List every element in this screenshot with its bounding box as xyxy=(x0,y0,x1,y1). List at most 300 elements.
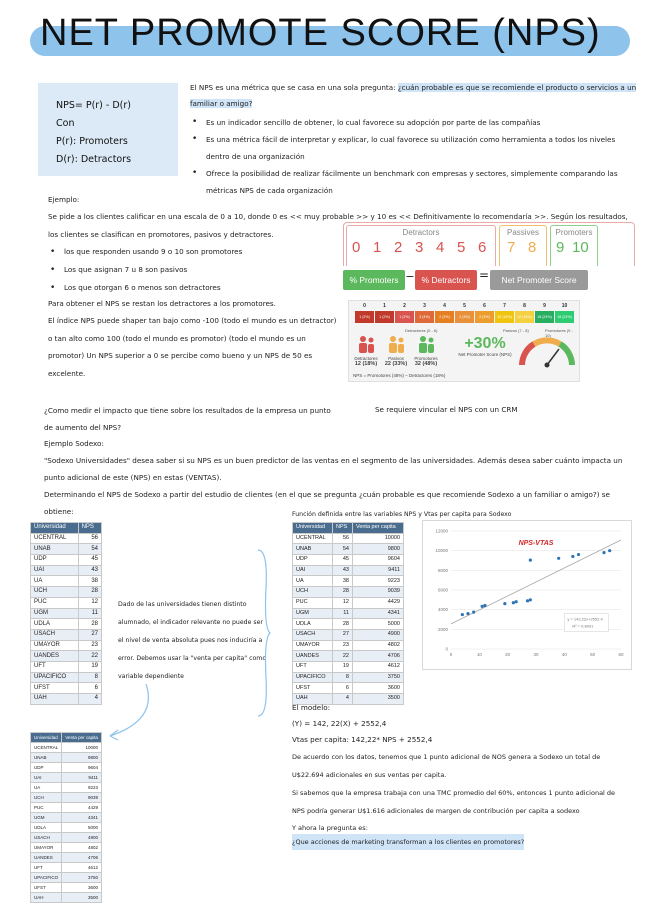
dashboard-scale-cell: 2 (3%) xyxy=(475,311,494,323)
model-p3: Y ahora la pregunta es: xyxy=(292,824,368,832)
table-cell: 12 xyxy=(78,597,101,608)
table-cell: UCENTRAL xyxy=(293,533,333,544)
model-p1: De acuerdo con los datos, tenemos que 1 punto adicional de NOS genera a Sodexo un total de U$22.694 adicionales en sus ventas per capita. xyxy=(292,753,601,779)
dashboard-scale-cell: 1 (2%) xyxy=(375,311,394,323)
table-cell: UDLA xyxy=(31,619,79,630)
table-row xyxy=(293,544,404,555)
scale-num: 2 xyxy=(394,239,403,256)
dashboard-scale-cell: 16 (24%) xyxy=(535,311,554,323)
table-cell: 9039 xyxy=(62,793,102,803)
dashboard-scale-cell: 3 (4%) xyxy=(415,311,434,323)
trendline xyxy=(451,540,621,624)
dashboard-scale-num: 10 xyxy=(561,303,568,309)
table-row xyxy=(31,793,102,803)
example-heading: Ejemplo: xyxy=(48,195,80,204)
scale-num: 4 xyxy=(436,239,445,256)
example-text2: Para obtener el NPS se restan los detractores a los promotores. xyxy=(48,299,276,308)
table-cell: UPACIFICO xyxy=(31,672,79,683)
table-row xyxy=(31,843,102,853)
intro-block xyxy=(190,80,640,199)
table-row xyxy=(31,783,102,793)
list-item: • los que responden usando 9 o 10 son promotores xyxy=(48,243,242,261)
table-row xyxy=(293,576,404,587)
model-eq2: Vtas per capita: 142,22* NPS + 2552,4 xyxy=(292,735,433,744)
table-row xyxy=(293,555,404,566)
scale-num: 1 xyxy=(373,239,382,256)
brace-icon xyxy=(256,548,272,718)
table-cell: UMAYOR xyxy=(31,640,79,651)
scale-num: 6 xyxy=(478,239,487,256)
scale-num: 3 xyxy=(415,239,424,256)
table-cell: 6 xyxy=(78,683,101,694)
y-tick-label: 2000 xyxy=(437,626,448,632)
table-cell: 3750 xyxy=(62,873,102,883)
funcion-label: Función definida entre las variables NPS y Vtas per capita para Sodexo xyxy=(292,511,512,518)
table-row xyxy=(31,640,102,651)
table-cell: UCENTRAL xyxy=(31,533,79,544)
people-label: Pasivos xyxy=(388,356,404,361)
table-cell: 11 xyxy=(78,608,101,619)
table-row xyxy=(31,597,102,608)
table-row xyxy=(31,544,102,555)
table-cell: 56 xyxy=(78,533,101,544)
formula-box xyxy=(38,83,178,176)
table-row xyxy=(31,533,102,544)
table-cell: UAI xyxy=(31,773,62,783)
table-cell: 9800 xyxy=(352,544,403,555)
x-tick-label: 50 xyxy=(590,652,596,657)
intro-lead: El NPS es una métrica que se casa en una sola pregunta: xyxy=(190,83,396,92)
scatter-chart xyxy=(423,521,631,669)
table-cell: UCH xyxy=(293,587,333,598)
people-value: 12 (18%) xyxy=(354,361,378,367)
scale-num: 0 xyxy=(352,239,361,256)
data-point xyxy=(526,599,529,602)
minus-sign: − xyxy=(405,270,415,283)
dashboard-scale-num: 5 xyxy=(463,303,466,309)
table-cell: 9411 xyxy=(352,565,403,576)
table-cell: UANDES xyxy=(31,651,79,662)
scale-num: 7 xyxy=(507,239,516,256)
table-row xyxy=(293,651,404,662)
table-cell: 54 xyxy=(332,544,352,555)
people-label: Promotores xyxy=(414,356,438,361)
sales-table-wrapper xyxy=(30,732,102,903)
table-cell: 9411 xyxy=(62,773,102,783)
table-row xyxy=(293,640,404,651)
nps-result-bar: Net Promoter Score xyxy=(490,270,588,290)
table-header: Venta per capita xyxy=(62,733,102,743)
table-cell: 4802 xyxy=(62,843,102,853)
table-cell: 4900 xyxy=(62,833,102,843)
table-cell: UMAYOR xyxy=(31,843,62,853)
table-row xyxy=(31,763,102,773)
table-row xyxy=(31,629,102,640)
table-cell: 8 xyxy=(332,672,352,683)
table-row xyxy=(293,597,404,608)
x-tick-label: 30 xyxy=(533,652,539,657)
nps-score-value: +30% xyxy=(464,335,506,352)
model-eq1: (Y) = 142, 22(X) + 2552,4 xyxy=(292,719,387,728)
combined-table xyxy=(292,522,404,705)
table-cell: 22 xyxy=(78,651,101,662)
group-label: Detractores (0 - 6) xyxy=(405,328,438,333)
sodexo-heading: Ejemplo Sodexo: xyxy=(44,439,104,448)
table-cell: 3500 xyxy=(62,893,102,903)
table-cell: UFT xyxy=(293,661,333,672)
combined-table-wrapper xyxy=(292,522,404,705)
people-value: 32 (48%) xyxy=(414,361,438,367)
table-cell: UDLA xyxy=(31,823,62,833)
dashboard-scale-cell: 1 (2%) xyxy=(395,311,414,323)
sodexo-text: "Sodexo Universidades" desea saber si su NPS es un buen predictor de las ventas en el segmento de las universidades. Además desea saber cuánto impacta un punto adicional de este (NPS) en estas (VENTAS). xyxy=(44,456,623,482)
table-cell: UPACIFICO xyxy=(31,873,62,883)
data-point xyxy=(557,557,560,560)
table-row xyxy=(31,833,102,843)
table-cell: UDLA xyxy=(293,619,333,630)
dashboard-scale-num: 1 xyxy=(383,303,386,309)
table-row xyxy=(31,893,102,903)
table-row xyxy=(293,672,404,683)
people-stat xyxy=(411,356,441,367)
table-cell: USACH xyxy=(31,629,79,640)
table-header: NPS xyxy=(78,523,101,534)
table-row xyxy=(31,651,102,662)
data-point xyxy=(461,613,464,616)
y-tick-label: 8000 xyxy=(437,567,448,573)
equals-sign: = xyxy=(478,268,490,282)
intro-bullets xyxy=(190,114,640,199)
data-point xyxy=(608,549,611,552)
table-cell: UNAB xyxy=(31,753,62,763)
model-heading: El modelo: xyxy=(292,703,331,712)
table-cell: UDP xyxy=(293,555,333,566)
data-point xyxy=(512,601,515,604)
model-p4: ¿Que acciones de marketing transforman a los clientes en promotores? xyxy=(292,834,524,850)
chart-title: NPS-VTAS xyxy=(518,540,554,547)
table-row xyxy=(31,813,102,823)
y-tick-label: 12000 xyxy=(435,528,448,534)
table-cell: UGM xyxy=(293,608,333,619)
formula-line: P(r): Promoters xyxy=(56,136,128,147)
x-tick-label: 40 xyxy=(561,652,567,657)
table-cell: 43 xyxy=(78,565,101,576)
data-point xyxy=(529,559,532,562)
table-cell: 38 xyxy=(332,576,352,587)
dashboard-scale-num: 4 xyxy=(443,303,446,309)
table-row xyxy=(293,661,404,672)
table-header: Universidad xyxy=(31,523,79,534)
table-cell: UFST xyxy=(31,683,79,694)
scale-num: 5 xyxy=(457,239,466,256)
dashboard-footer: NPS = Promotores (48%) – Detractores (18%) xyxy=(353,373,446,378)
table-cell: 4706 xyxy=(62,853,102,863)
data-point xyxy=(466,612,469,615)
table-cell: 10000 xyxy=(62,743,102,753)
table-cell: 3600 xyxy=(62,883,102,893)
table-cell: 4341 xyxy=(62,813,102,823)
table-row xyxy=(31,683,102,694)
table-cell: USACH xyxy=(31,833,62,843)
dashboard-scale-num: 8 xyxy=(523,303,526,309)
dashboard-scale-num: 2 xyxy=(403,303,406,309)
table-cell: 43 xyxy=(332,565,352,576)
data-point xyxy=(503,602,506,605)
nps-table-wrapper xyxy=(30,522,102,705)
table-cell: 4 xyxy=(332,694,352,705)
data-point xyxy=(571,555,574,558)
table-row xyxy=(31,608,102,619)
y-tick-label: 4000 xyxy=(437,607,448,613)
table-cell: UANDES xyxy=(31,853,62,863)
gauge-icon xyxy=(517,335,577,369)
table-cell: UAH xyxy=(293,694,333,705)
table-cell: 4 xyxy=(78,694,101,705)
table-cell: 22 xyxy=(332,651,352,662)
people-value: 22 (33%) xyxy=(384,361,408,367)
y-tick-label: 6000 xyxy=(437,587,448,593)
data-point xyxy=(577,553,580,556)
impact-question: ¿Como medir el impacto que tiene sobre los resultados de la empresa un punto de aumento del NPS? xyxy=(44,406,331,432)
table-cell: 11 xyxy=(332,608,352,619)
group-label: Pasivos (7 - 8) xyxy=(503,328,529,333)
table-cell: 9223 xyxy=(62,783,102,793)
table-row xyxy=(31,565,102,576)
table-cell: 4612 xyxy=(352,661,403,672)
arrow-icon xyxy=(96,680,160,744)
table-cell: 9604 xyxy=(352,555,403,566)
people-stat xyxy=(381,356,411,367)
data-point xyxy=(515,600,518,603)
formula-line: Con xyxy=(56,118,75,129)
dashboard-scale-num: 3 xyxy=(423,303,426,309)
dashboard-scale-num: 6 xyxy=(483,303,486,309)
x-tick-label: 60 xyxy=(618,652,624,657)
table-cell: 4706 xyxy=(352,651,403,662)
table-cell: 4900 xyxy=(352,629,403,640)
table-row xyxy=(31,883,102,893)
impact-side-note: Se requiere vincular el NPS con un CRM xyxy=(375,405,518,414)
data-point xyxy=(529,598,532,601)
dashboard-scale xyxy=(355,303,575,327)
table-cell: UFST xyxy=(293,683,333,694)
table-cell: UANDES xyxy=(293,651,333,662)
table-cell: PUC xyxy=(31,803,62,813)
table-row xyxy=(293,608,404,619)
table-cell: 56 xyxy=(332,533,352,544)
table-cell: UDP xyxy=(31,555,79,566)
people-icon xyxy=(355,335,439,355)
table-cell: PUC xyxy=(293,597,333,608)
table-row xyxy=(31,823,102,833)
scale-num: 8 xyxy=(528,239,537,256)
table-cell: UA xyxy=(31,576,79,587)
table-row xyxy=(31,555,102,566)
dashboard-scale-num: 0 xyxy=(363,303,366,309)
table-cell: 4612 xyxy=(62,863,102,873)
table-cell: 9223 xyxy=(352,576,403,587)
table-cell: UGM xyxy=(31,813,62,823)
people-stat xyxy=(351,356,381,367)
table-row xyxy=(293,533,404,544)
table-row xyxy=(293,683,404,694)
x-tick-label: 0 xyxy=(449,652,453,657)
table-cell: UPACIFICO xyxy=(293,672,333,683)
nps-score-label: Net Promoter Score (NPS) xyxy=(458,352,512,357)
model-p2: Si sabemos que la empresa trabaja con una TMC promedio del 60%, entonces 1 punto adicional de NPS podría generar U$1.616 adicionales de margen de contribución per capita a sodexo xyxy=(292,789,616,815)
passive-label: Passives xyxy=(506,228,539,237)
table-row xyxy=(31,672,102,683)
detractor-label: Detractors xyxy=(402,228,440,237)
formula-line: D(r): Detractors xyxy=(56,154,132,165)
data-point xyxy=(472,611,475,614)
table-cell: UCENTRAL xyxy=(31,743,62,753)
table-cell: UA xyxy=(293,576,333,587)
example-text3: El índice NPS puede shaper tan bajo como -100 (todo el mundo es un detractor) o tan alto como 100 (todo el mundo es promotor) (todo el mundo es un promotor) Un NPS superior a 0 se percibe como bueno y un NPS de 50 es excelente. xyxy=(48,316,337,378)
table-cell: UCH xyxy=(31,587,79,598)
table-cell: 10000 xyxy=(352,533,403,544)
nps-table xyxy=(30,522,102,705)
table-row xyxy=(31,853,102,863)
table-cell: 28 xyxy=(332,619,352,630)
r2-label: R² = 0,8431 xyxy=(572,623,594,629)
table-cell: UCH xyxy=(31,793,62,803)
table-cell: UFT xyxy=(31,661,79,672)
table-cell: 19 xyxy=(332,661,352,672)
table-cell: 28 xyxy=(78,619,101,630)
table-row xyxy=(293,565,404,576)
group-label: Promotores (9 - 10) xyxy=(545,328,573,338)
scatter-chart-frame xyxy=(422,520,632,670)
table-cell: 19 xyxy=(78,661,101,672)
table-cell: UAH xyxy=(31,893,62,903)
intro-question: ¿cuán probable es que se recomiende el producto o servicios a un familiar o amigo? xyxy=(190,83,637,108)
table-cell: 12 xyxy=(332,597,352,608)
table-cell: 28 xyxy=(332,587,352,598)
list-item: • Los que otorgan 6 o menos son detractores xyxy=(48,279,242,297)
table-cell: 4341 xyxy=(352,608,403,619)
table-row xyxy=(31,694,102,705)
table-cell: 8 xyxy=(78,672,101,683)
table-cell: 6 xyxy=(332,683,352,694)
list-item: • Los que asignan 7 u 8 son pasivos xyxy=(48,261,242,279)
x-tick-label: 20 xyxy=(505,652,511,657)
equation-label: y = 142,22x+2552,4 xyxy=(567,616,603,622)
table-row xyxy=(31,587,102,598)
dashboard-scale-cell: 16 (24%) xyxy=(555,311,574,323)
sales-table xyxy=(30,732,102,903)
table-row xyxy=(31,803,102,813)
table-cell: UNAB xyxy=(31,544,79,555)
table-row xyxy=(293,587,404,598)
table-cell: 9604 xyxy=(62,763,102,773)
table-cell: 3500 xyxy=(352,694,403,705)
table-cell: UNAB xyxy=(293,544,333,555)
table-cell: UA xyxy=(31,783,62,793)
table-cell: USACH xyxy=(293,629,333,640)
table-row xyxy=(31,753,102,763)
detractors-bar: % Detractors xyxy=(415,270,477,290)
dashboard-scale-cell: 10 (15%) xyxy=(495,311,514,323)
dashboard-scale-cell: 2 (3%) xyxy=(455,311,474,323)
page-title: NET PROMOTE SCORE (NPS) xyxy=(40,12,601,54)
table-cell: UFST xyxy=(31,883,62,893)
table-cell: UDP xyxy=(31,763,62,773)
table-cell: 3600 xyxy=(352,683,403,694)
table-header: Universidad xyxy=(293,523,333,534)
dashboard-scale-cell: 12 (18%) xyxy=(515,311,534,323)
x-tick-label: 10 xyxy=(476,652,482,657)
table-row xyxy=(31,773,102,783)
table-cell: 9039 xyxy=(352,587,403,598)
table-row xyxy=(293,629,404,640)
table-row xyxy=(31,863,102,873)
table-cell: 23 xyxy=(78,640,101,651)
data-point xyxy=(602,551,605,554)
people-label: Detractores xyxy=(354,356,378,361)
table-cell: UFT xyxy=(31,863,62,873)
table-cell: UAI xyxy=(31,565,79,576)
table-row xyxy=(31,873,102,883)
table-cell: 45 xyxy=(332,555,352,566)
example-bullets xyxy=(48,243,242,297)
note-text: Dado de las universidades tienen distinto alumnado, el indicador relevante no puede ser el nivel de venta absoluta pues nos induciría a error. Debemos usar la "venta per capita" como variable dependiente xyxy=(118,601,267,680)
y-tick-label: 10000 xyxy=(435,548,448,554)
table-cell: 54 xyxy=(78,544,101,555)
table-cell: 9800 xyxy=(62,753,102,763)
formula-line: NPS= P(r) - D(r) xyxy=(56,100,131,111)
list-item: • Es un indicador sencillo de obtener, lo cual favorece su adopción por parte de las compañías xyxy=(190,114,640,131)
table-row xyxy=(31,661,102,672)
table-header: NPS xyxy=(332,523,352,534)
data-point xyxy=(481,605,484,608)
table-cell: 28 xyxy=(78,587,101,598)
table-header: Universidad xyxy=(31,733,62,743)
table-cell: 4429 xyxy=(352,597,403,608)
table-cell: 3750 xyxy=(352,672,403,683)
nps-score xyxy=(457,335,513,357)
dashboard-scale-num: 7 xyxy=(503,303,506,309)
table-row xyxy=(31,619,102,630)
table-row xyxy=(31,743,102,753)
list-item: • Es una métrica fácil de interpretar y explicar, lo cual favorece su utilización como herramienta a todos los niveles dentro de una organización xyxy=(190,131,640,165)
table-cell: UAI xyxy=(293,565,333,576)
table-cell: 27 xyxy=(78,629,101,640)
data-point xyxy=(483,604,486,607)
table-row xyxy=(31,576,102,587)
table-cell: 4429 xyxy=(62,803,102,813)
table-cell: UAH xyxy=(31,694,79,705)
table-header: Venta per capita xyxy=(352,523,403,534)
table-cell: 4802 xyxy=(352,640,403,651)
table-cell: UGM xyxy=(31,608,79,619)
example-paragraph: Se pide a los clientes calificar en una escala de 0 a 10, donde 0 es << muy probable >> y 10 es << Definitivamente lo recomendaría >>. Según los resultados, los clientes se clasifican en promotores, pasivos y detractores. xyxy=(48,212,628,239)
table-cell: 38 xyxy=(78,576,101,587)
list-item: • Ofrece la posibilidad de realizar fácilmente un benchmark con empresas y sectores, simplemente comparando las métricas NPS de cada organización xyxy=(190,165,640,199)
table-cell: 45 xyxy=(78,555,101,566)
nps-dashboard xyxy=(348,300,580,382)
table-cell: 5000 xyxy=(352,619,403,630)
table-cell: PUC xyxy=(31,597,79,608)
table-cell: UMAYOR xyxy=(293,640,333,651)
table-cell: 27 xyxy=(332,629,352,640)
scale-num: 9 xyxy=(556,239,565,256)
table-cell: 5000 xyxy=(62,823,102,833)
table-cell: 23 xyxy=(332,640,352,651)
scale-num: 10 xyxy=(572,239,589,256)
dashboard-scale-cell: 2 (3%) xyxy=(435,311,454,323)
promoter-label: Promoters xyxy=(555,228,593,237)
